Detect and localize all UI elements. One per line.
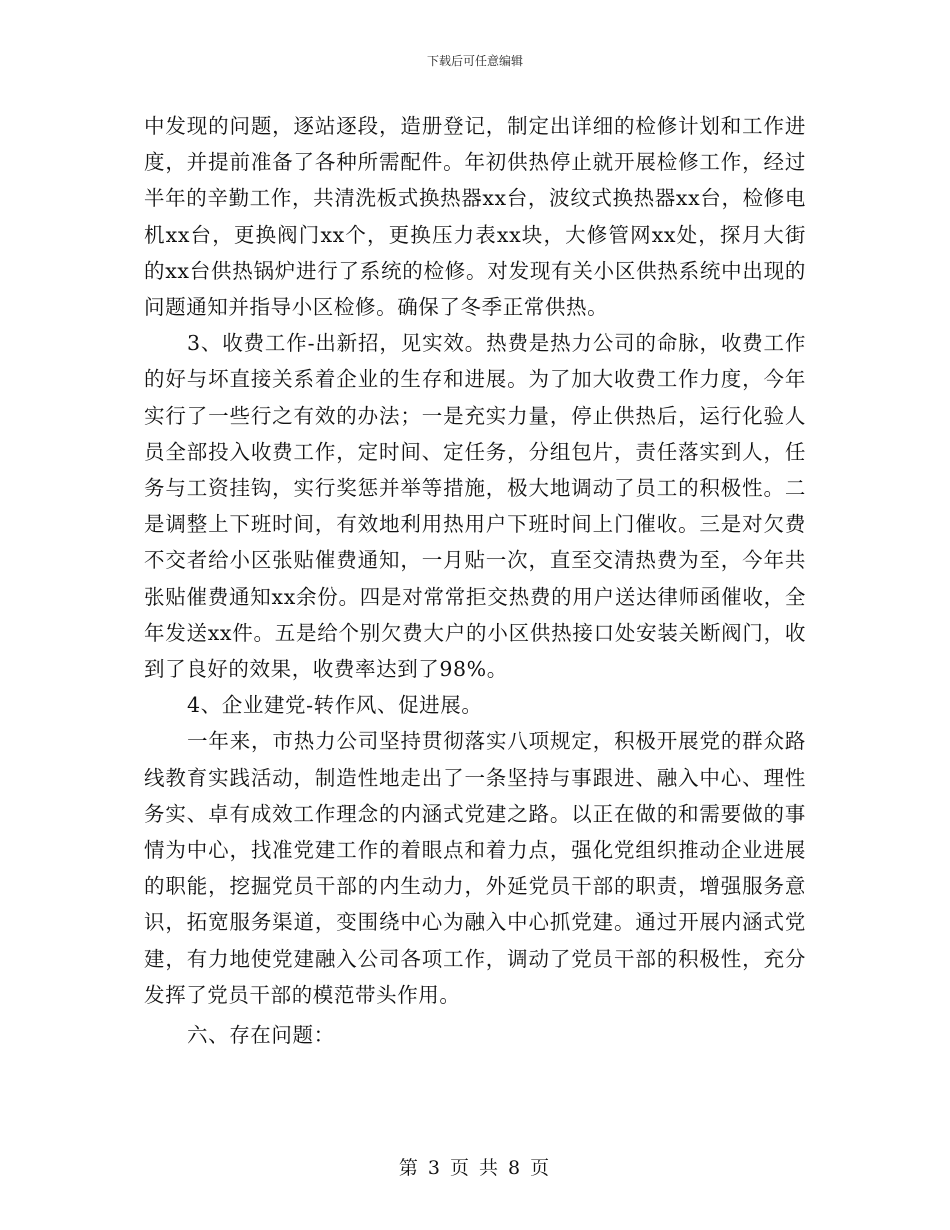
document-body [144,108,806,1053]
paragraph-maintenance: 中发现的问题，逐站逐段，造册登记，制定出详细的检修计划和工作进度，并提前准备了各种所需配件。年初供热停止就开展检修工作，经过半年的辛勤工作，共清洗板式换热器xx台，波纹式换热器xx台，检修电机xx台，更换阀门xx个，更换压力表xx块，大修管网xx处，探月大街的xx台供热锅炉进行了系统的检修。对发现有关小区供热系统中出现的问题通知并指导小区检修。确保了冬季正常供热。 [144,114,806,320]
paragraph-fee-collection: 3、收费工作-出新招，见实效。热费是热力公司的命脉，收费工作的好与坏直接关系着企业的生存和进展。为了加大收费工作力度，今年实行了一些行之有效的办法；一是充实力量，停止供热后，运行化验人员全部投入收费工作，定时间、定任务，分组包片，责任落实到人，任务与工资挂钩，实行奖惩并举等措施，极大地调动了员工的积极性。二是调整上下班时间，有效地利用热用户下班时间上门催收。三是对欠费不交者给小区张贴催费通知，一月贴一次，直至交清热费为至，今年共张贴催费通知xx余份。四是对常常拒交热费的用户送达律师函催收，全年发送xx件。五是给个别欠费大户的小区供热接口处安装关断阀门，收到了良好的效果，收费率达到了98%。 [144,331,806,682]
section-heading-problems: 六、存在问题： [187,1023,335,1048]
page-number: 第 3 页 共 8 页 [398,1157,552,1179]
paragraph-party-building-heading: 4、企业建党-转作风、促进展。 [187,693,483,718]
paragraph-party-building: 一年来，市热力公司坚持贯彻落实八项规定，积极开展党的群众路线教育实践活动，制造性地走出了一条坚持与事跟进、融入中心、理性务实、卓有成效工作理念的内涵式党建之路。以正在做的和需要做的事情为中心，找准党建工作的着眼点和着力点，强化党组织推动企业进展的职能，挖掘党员干部的内生动力，外延党员干部的职责，增强服务意识，拓宽服务渠道，变围绕中心为融入中心抓党建。通过开展内涵式党建，有力地使党建融入公司各项工作，调动了党员干部的积极性，充分发挥了党员干部的模范带头作用。 [144,729,806,1007]
page-header-note: 下载后可任意编辑 [426,54,523,68]
